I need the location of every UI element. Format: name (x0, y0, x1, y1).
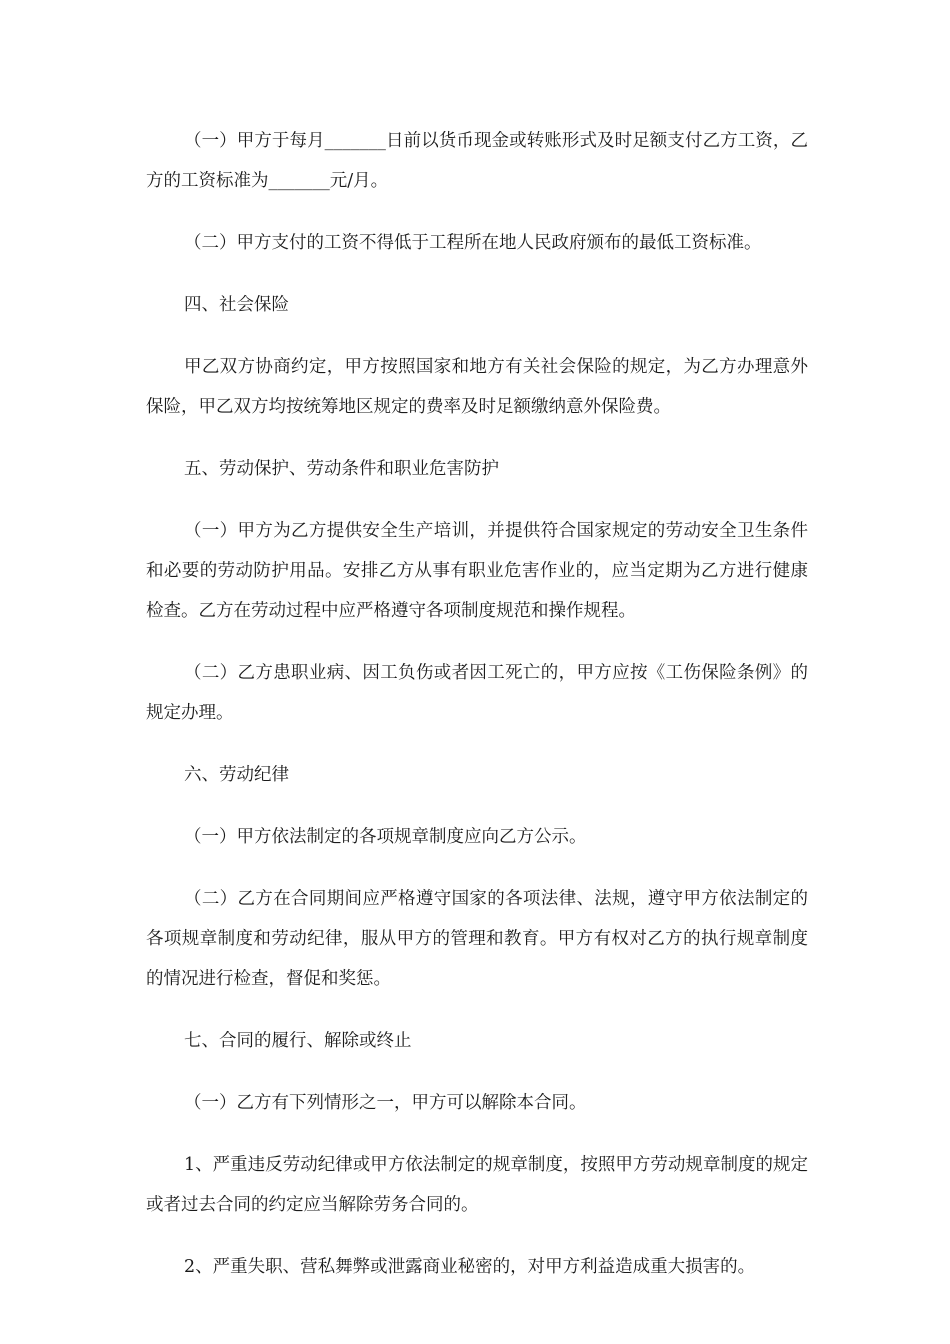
paragraph-termination-conditions: （一）乙方有下列情形之一，甲方可以解除本合同。 (184, 1093, 587, 1113)
paragraph-wage-payment: （一）甲方于每月_______日前以货币现金或转账形式及时足额支付乙方工资，乙方的工资标准为_______元/月。 (146, 131, 808, 191)
document-page (146, 121, 808, 1309)
list-item-misconduct: 2、严重失职、营私舞弊或泄露商业秘密的，对甲方利益造成重大损害的。 (184, 1257, 756, 1277)
list-item-discipline-violation: 1、严重违反劳动纪律或甲方依法制定的规章制度，按照甲方劳动规章制度的规定或者过去合同的约定应当解除劳务合同的。 (146, 1155, 808, 1215)
section-heading-labor-protection: 五、劳动保护、劳动条件和职业危害防护 (184, 459, 499, 479)
section-heading-social-insurance: 四、社会保险 (184, 295, 289, 315)
section-heading-contract-termination: 七、合同的履行、解除或终止 (184, 1031, 412, 1051)
paragraph-safety-training: （一）甲方为乙方提供安全生产培训，并提供符合国家规定的劳动安全卫生条件和必要的劳动防护用品。安排乙方从事有职业危害作业的，应当定期为乙方进行健康检查。乙方在劳动过程中应严格遵守各项制度规范和操作规程。 (146, 521, 808, 621)
paragraph-insurance-agreement: 甲乙双方协商约定，甲方按照国家和地方有关社会保险的规定，为乙方办理意外保险，甲乙双方均按统筹地区规定的费率及时足额缴纳意外保险费。 (146, 357, 808, 417)
paragraph-rules-publicity: （一）甲方依法制定的各项规章制度应向乙方公示。 (184, 827, 587, 847)
section-heading-labor-discipline: 六、劳动纪律 (184, 765, 289, 785)
paragraph-occupational-injury: （二）乙方患职业病、因工负伤或者因工死亡的，甲方应按《工伤保险条例》的规定办理。 (146, 663, 808, 723)
paragraph-compliance: （二）乙方在合同期间应严格遵守国家的各项法律、法规，遵守甲方依法制定的各项规章制度和劳动纪律，服从甲方的管理和教育。甲方有权对乙方的执行规章制度的情况进行检查，督促和奖惩。 (146, 889, 808, 989)
paragraph-minimum-wage: （二）甲方支付的工资不得低于工程所在地人民政府颁布的最低工资标准。 (184, 233, 762, 253)
